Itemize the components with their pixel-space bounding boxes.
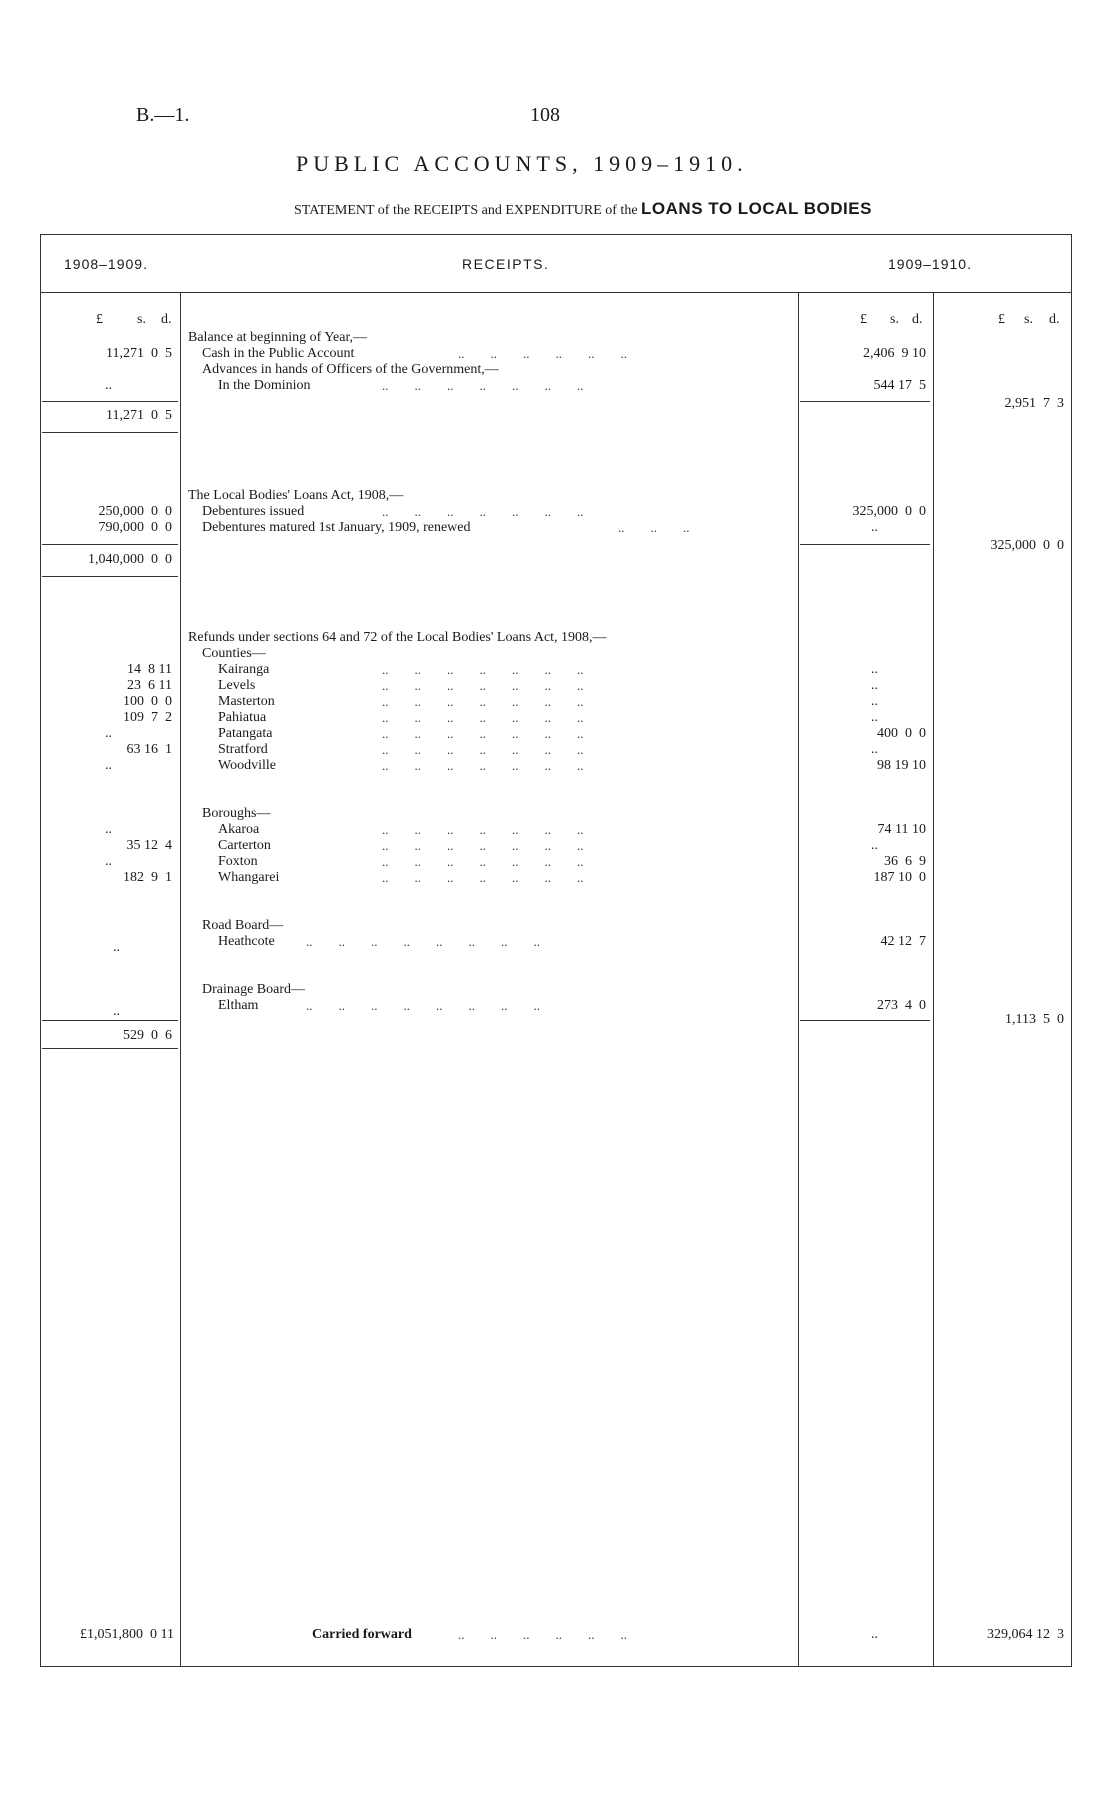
refunds-prev-total: 529 0 6 <box>123 1028 172 1043</box>
prev-year-divider <box>180 292 181 1666</box>
drainage-board-heading: Drainage Board— <box>202 982 306 997</box>
borough-curr: 74 11 10 <box>877 822 926 837</box>
curr-shilling-header: s. <box>890 312 899 327</box>
borough-prev: .. <box>105 822 112 837</box>
county-prev: 100 0 0 <box>123 694 172 709</box>
borough-prev: .. <box>105 854 112 869</box>
refunds-heading: Refunds under sections 64 and 72 of the Local Bodies' Loans Act, 1908,— <box>188 630 607 645</box>
carried-forward-curr: .. <box>871 1627 878 1642</box>
subtitle-prefix: STATEMENT of the RECEIPTS and EXPENDITURE of the <box>294 203 638 218</box>
prev-pence-header: d. <box>161 312 172 327</box>
cash-label: Cash in the Public Account <box>202 346 355 361</box>
act-curr-total: 325,000 0 0 <box>990 538 1064 553</box>
inner-amount-divider <box>798 292 799 1666</box>
borough-prev: 182 9 1 <box>123 870 172 885</box>
dominion-prev: .. <box>105 378 112 393</box>
dominion-label: In the Dominion <box>218 378 311 393</box>
page-title: PUBLIC ACCOUNTS, 1909–1910. <box>296 151 748 176</box>
balance-heading: Balance at beginning of Year,— <box>188 330 368 345</box>
table-bottom-rule <box>40 1666 1072 1667</box>
county-label: Masterton <box>218 694 275 709</box>
leader-dots: .. .. .. .. .. .. .. <box>382 678 584 693</box>
prev-pound-header: £ <box>96 312 103 327</box>
total-rule <box>42 1048 178 1049</box>
prev-shilling-header: s. <box>137 312 146 327</box>
county-prev: .. <box>105 758 112 773</box>
borough-label: Foxton <box>218 854 258 869</box>
county-curr: .. <box>871 678 878 693</box>
leader-dots: .. .. .. .. .. .. .. <box>382 710 584 725</box>
county-curr: 400 0 0 <box>877 726 926 741</box>
county-label: Woodville <box>218 758 276 773</box>
road-board-curr: 42 12 7 <box>880 934 926 949</box>
renewed-curr: .. <box>871 520 878 535</box>
curr-pence-header: d. <box>912 312 923 327</box>
leader-dots: .. .. .. .. .. .. <box>458 346 627 361</box>
subtotal-rule <box>42 401 178 402</box>
subtitle-bold: LOANS TO LOCAL BODIES <box>641 199 872 218</box>
balance-curr-total: 2,951 7 3 <box>1004 396 1064 411</box>
drainage-board-curr: 273 4 0 <box>877 998 926 1013</box>
total-amount-divider <box>933 292 934 1666</box>
cash-prev: 11,271 0 5 <box>106 346 172 361</box>
issued-label: Debentures issued <box>202 504 305 519</box>
total-rule <box>42 432 178 433</box>
leader-dots: .. .. .. .. .. .. .. <box>382 822 584 837</box>
carried-forward-label: Carried forward <box>312 1627 412 1642</box>
road-board-heading: Road Board— <box>202 918 284 933</box>
total-pound-header: £ <box>998 312 1005 327</box>
drainage-board-label: Eltham <box>218 998 259 1013</box>
counties-heading: Counties— <box>202 646 266 661</box>
borough-label: Akaroa <box>218 822 260 837</box>
right-border <box>1071 234 1072 1666</box>
subtotal-rule <box>42 1020 178 1021</box>
leader-dots: .. .. .. .. .. .. .. <box>382 742 584 757</box>
borough-curr: 36 6 9 <box>884 854 926 869</box>
boroughs-heading: Boroughs— <box>202 806 271 821</box>
leader-dots: .. .. .. .. .. .. .. <box>382 758 584 773</box>
leader-dots: .. .. .. .. .. .. .. <box>382 378 584 393</box>
dominion-curr: 544 17 5 <box>873 378 926 393</box>
county-curr: 98 19 10 <box>877 758 926 773</box>
leader-dots: .. .. .. <box>618 520 690 535</box>
renewed-label: Debentures matured 1st January, 1909, renewed <box>202 520 471 535</box>
county-prev: 23 6 11 <box>127 678 172 693</box>
act-prev-total: 1,040,000 0 0 <box>88 552 172 567</box>
carried-forward-total: 329,064 12 3 <box>987 1627 1064 1642</box>
refunds-curr-total: 1,113 5 0 <box>1005 1012 1064 1027</box>
receipts-header: RECEIPTS. <box>462 256 550 272</box>
county-curr: .. <box>871 694 878 709</box>
drainage-board-prev: .. <box>113 1004 120 1019</box>
page-number: 108 <box>530 104 560 126</box>
total-pence-header: d. <box>1049 312 1060 327</box>
road-board-label: Heathcote <box>218 934 275 949</box>
borough-curr: 187 10 0 <box>873 870 926 885</box>
left-border <box>40 234 41 1666</box>
county-curr: .. <box>871 710 878 725</box>
leader-dots: .. .. .. .. .. .. .. <box>382 838 584 853</box>
county-prev: 14 8 11 <box>127 662 172 677</box>
county-label: Pahiatua <box>218 710 267 725</box>
leader-dots: .. .. .. .. .. .. .. .. <box>306 998 540 1013</box>
subtotal-rule <box>800 401 930 402</box>
header-rule <box>40 292 1072 293</box>
total-rule <box>42 576 178 577</box>
act-heading: The Local Bodies' Loans Act, 1908,— <box>188 488 404 503</box>
subtotal-rule <box>42 544 178 545</box>
county-label: Stratford <box>218 742 268 757</box>
borough-label: Whangarei <box>218 870 280 885</box>
county-curr: .. <box>871 662 878 677</box>
issued-curr: 325,000 0 0 <box>852 504 926 519</box>
leader-dots: .. .. .. .. .. .. .. <box>382 870 584 885</box>
road-board-prev: .. <box>113 940 120 955</box>
issued-prev: 250,000 0 0 <box>98 504 172 519</box>
county-label: Kairanga <box>218 662 270 677</box>
statement-subtitle <box>294 200 872 220</box>
prev-year-header: 1908–1909. <box>64 256 148 272</box>
county-prev: .. <box>105 726 112 741</box>
borough-curr: .. <box>871 838 878 853</box>
curr-pound-header: £ <box>860 312 867 327</box>
subtotal-rule <box>800 544 930 545</box>
leader-dots: .. .. .. .. .. .. .. .. <box>306 934 540 949</box>
county-prev: 63 16 1 <box>126 742 172 757</box>
leader-dots: .. .. .. .. .. .. .. <box>382 662 584 677</box>
cash-curr: 2,406 9 10 <box>863 346 926 361</box>
leader-dots: .. .. .. .. .. .. .. <box>382 726 584 741</box>
leader-dots: .. .. .. .. .. .. .. <box>382 854 584 869</box>
renewed-prev: 790,000 0 0 <box>98 520 172 535</box>
total-shilling-header: s. <box>1024 312 1033 327</box>
carried-forward-prev: £1,051,800 0 11 <box>80 1627 174 1642</box>
county-label: Patangata <box>218 726 273 741</box>
subtotal-rule <box>800 1020 930 1021</box>
balance-prev-total: 11,271 0 5 <box>106 408 172 423</box>
borough-prev: 35 12 4 <box>126 838 172 853</box>
document-reference: B.—1. <box>136 104 190 126</box>
county-curr: .. <box>871 742 878 757</box>
leader-dots: .. .. .. .. .. .. .. <box>382 504 584 519</box>
table-top-rule <box>40 234 1072 235</box>
county-label: Levels <box>218 678 256 693</box>
advances-heading: Advances in hands of Officers of the Government,— <box>202 362 499 377</box>
curr-year-header: 1909–1910. <box>888 256 972 272</box>
county-prev: 109 7 2 <box>123 710 172 725</box>
leader-dots: .. .. .. .. .. .. .. <box>382 694 584 709</box>
borough-label: Carterton <box>218 838 271 853</box>
leader-dots: .. .. .. .. .. .. <box>458 1627 627 1642</box>
